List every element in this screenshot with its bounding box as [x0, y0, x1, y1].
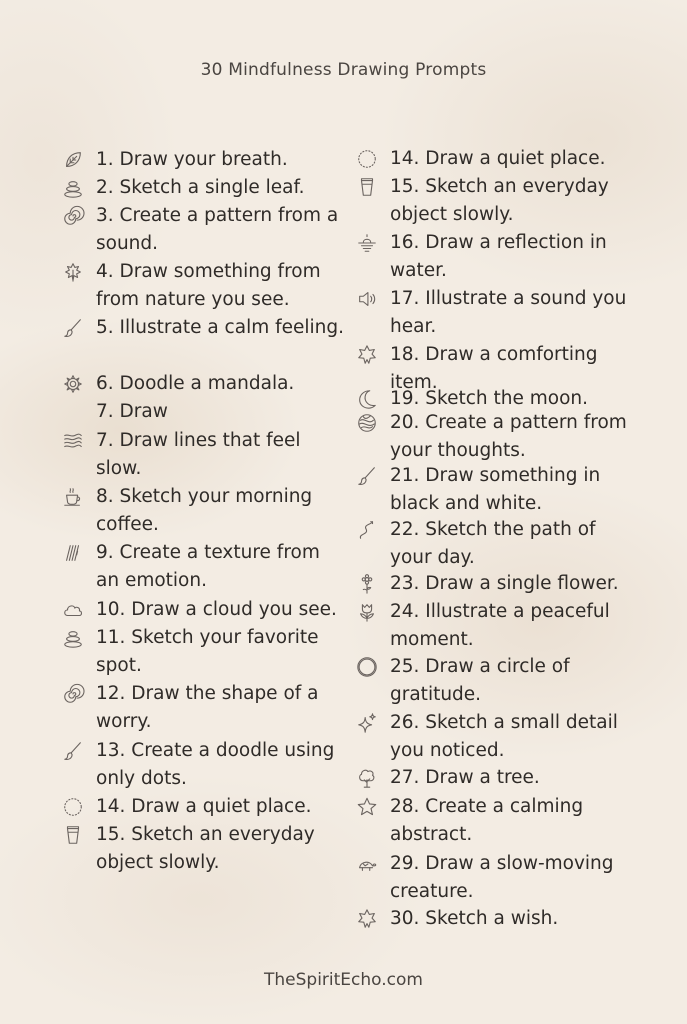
- coffee-cup-icon: [58, 485, 88, 509]
- item-text: 30. Sketch a wish.: [390, 908, 559, 929]
- spiral-icon: [58, 682, 88, 706]
- item-text: 29. Draw a slow-moving creature.: [390, 853, 614, 902]
- star-badge-icon: [352, 343, 382, 367]
- item-text: 10. Draw a cloud you see.: [96, 599, 337, 620]
- item-text: 13. Create a doodle using only dots.: [96, 740, 335, 789]
- item-text: 11. Sketch your favorite spot.: [96, 627, 319, 676]
- sunset-reflection-icon: [352, 231, 382, 255]
- item-text: 1. Draw your breath.: [96, 149, 288, 170]
- path-icon: [352, 518, 382, 542]
- cup-icon: [58, 823, 88, 847]
- item-text: 4. Draw something from from nature you see.: [96, 261, 321, 310]
- paintbrush-icon: [58, 739, 88, 763]
- item-text: 14. Draw a quiet place.: [96, 796, 312, 817]
- item-text: 24. Illustrate a peaceful moment.: [390, 601, 610, 650]
- item-text: 21. Draw something in black and white.: [390, 465, 601, 514]
- flower-icon: [352, 572, 382, 596]
- cloud-icon: [58, 598, 88, 622]
- item-text: 18. Draw a comforting item.: [390, 344, 598, 393]
- paintbrush-icon: [58, 316, 88, 340]
- footer-website: TheSpiritEcho.com: [264, 970, 423, 990]
- item-text: 5. Illustrate a calm feeling.: [96, 317, 345, 338]
- paintbrush-icon: [352, 464, 382, 488]
- leaf-icon: [58, 148, 88, 172]
- item-text: 28. Create a calming abstract.: [390, 796, 584, 845]
- item-text: 3. Create a pattern from a sound.: [96, 205, 339, 254]
- item-text: 15. Sketch an everyday object slowly.: [96, 824, 315, 873]
- item-text: 12. Draw the shape of a worry.: [96, 683, 319, 732]
- item-text: 16. Draw a reflection in water.: [390, 232, 607, 281]
- item-text: 27. Draw a tree.: [390, 767, 540, 788]
- stacked-stones-icon: [58, 176, 88, 200]
- speaker-icon: [352, 287, 382, 311]
- scribble-ball-icon: [352, 411, 382, 435]
- circle-icon: [352, 655, 382, 679]
- item-text: 26. Sketch a small detail you noticed.: [390, 712, 618, 761]
- item-text: 6. Doodle a mandala.: [96, 373, 295, 394]
- item-text: 2. Sketch a single leaf.: [96, 177, 305, 198]
- star-icon: [352, 795, 382, 819]
- item-text: 19. Sketch the moon.: [390, 388, 589, 409]
- item-text: 17. Illustrate a sound you hear.: [390, 288, 627, 337]
- tulip-icon: [352, 600, 382, 624]
- item-text: 14. Draw a quiet place.: [390, 148, 606, 169]
- cup-icon: [352, 175, 382, 199]
- dotted-circle-icon: [58, 795, 88, 819]
- stacked-stones-icon: [58, 626, 88, 650]
- turtle-icon: [352, 852, 382, 876]
- item-text: 15. Sketch an everyday object slowly.: [390, 176, 609, 225]
- item-text: 8. Sketch your morning coffee.: [96, 486, 313, 535]
- texture-strokes-icon: [58, 541, 88, 565]
- maple-leaf-icon: [58, 260, 88, 284]
- spiral-icon: [58, 204, 88, 228]
- item-text: 25. Draw a circle of gratitude.: [390, 656, 570, 705]
- wavy-lines-icon: [58, 429, 88, 453]
- page-title: 30 Mindfulness Drawing Prompts: [200, 60, 487, 80]
- dotted-circle-icon: [352, 147, 382, 171]
- item-text: 22. Sketch the path of your day.: [390, 519, 596, 568]
- item-text: 9. Create a texture from an emotion.: [96, 542, 320, 591]
- moon-icon: [352, 387, 382, 411]
- mandala-icon: [58, 372, 88, 396]
- no-icon: [58, 400, 88, 424]
- item-text: 23. Draw a single flower.: [390, 573, 619, 594]
- item-text: 7. Draw: [96, 401, 168, 422]
- tree-icon: [352, 766, 382, 790]
- star-badge-icon: [352, 907, 382, 931]
- sparkle-icon: [352, 711, 382, 735]
- item-text: 7. Draw lines that feel slow.: [96, 430, 301, 479]
- item-text: 20. Create a pattern from your thoughts.: [390, 412, 627, 461]
